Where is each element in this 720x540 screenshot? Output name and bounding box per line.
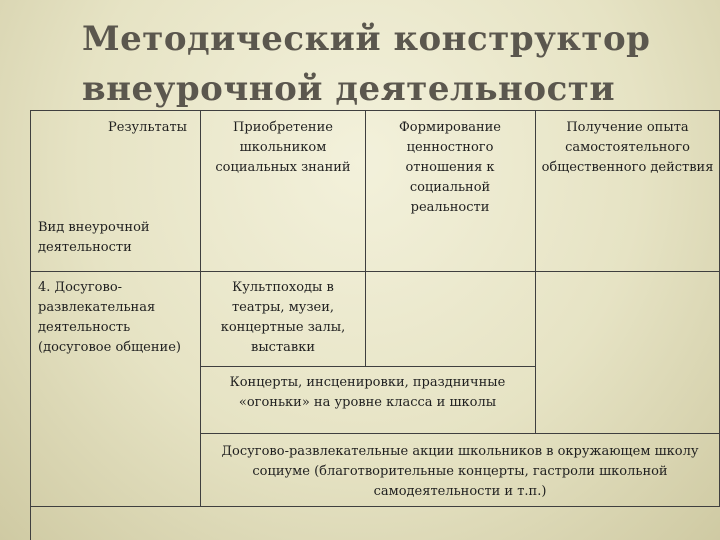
column-header-knowledge: Приобретение школьником социальных знаний [215, 120, 351, 175]
level2-top-divider [200, 366, 535, 367]
title-line-2: внеурочной деятельности [82, 69, 616, 109]
level3-top-divider [200, 433, 720, 434]
table-border-top [30, 110, 720, 111]
column-header-value-attitude: Формирование ценностного отношения к социальной реальности [399, 120, 501, 215]
row-label-leisure: 4. Досугово-развлекательная деятельность (досуговое общение) [38, 280, 181, 355]
activity-type-header: Вид внеурочной деятельности [38, 220, 150, 255]
column-header-social-action: Получение опыта самостоятельного общественного действия [541, 120, 714, 175]
table-border-bottom [30, 506, 720, 507]
level1-cell: Культпоходы в театры, музеи, концертные залы, выставки [220, 280, 346, 355]
level3-cell: Досугово-развлекательные акции школьников в окружающем школу социуме (благотворительные концерты, гастроли школьной самодеятельности и т.п.) [221, 444, 699, 499]
header-divider [30, 271, 720, 272]
level2-cell: Концерты, инсценировки, праздничные «огоньки» на уровне класса и школы [229, 375, 506, 410]
col-divider-3a [535, 110, 536, 433]
col-divider-1 [200, 110, 201, 506]
col-divider-2a [365, 110, 366, 366]
results-header: Результаты [108, 120, 187, 135]
table-border-left [30, 110, 31, 540]
title-line-1: Методический конструктор [82, 19, 651, 59]
